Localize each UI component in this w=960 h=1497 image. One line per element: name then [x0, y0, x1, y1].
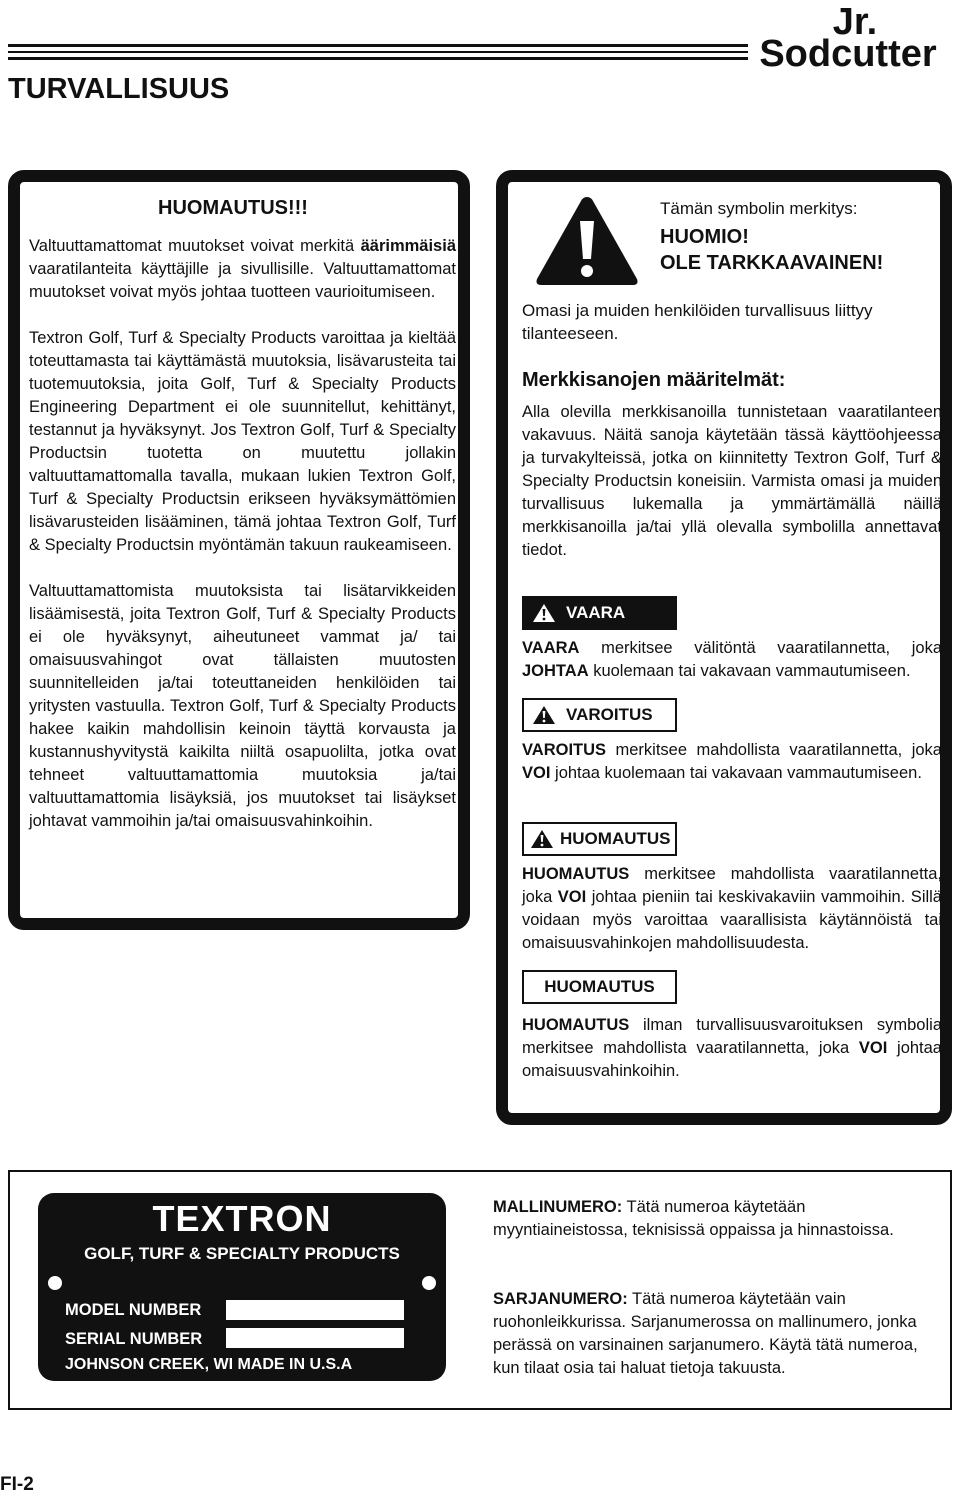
- serial-number-title: SARJANUMERO:: [493, 1290, 628, 1308]
- notice-emphasis: VOI: [858, 1039, 888, 1057]
- notice-text: [29, 235, 456, 833]
- signal-danger-text: VAARA: [566, 603, 626, 622]
- caution-definition: [522, 863, 942, 955]
- notice-paragraph-1: [29, 235, 456, 304]
- notice-title: HUOMAUTUS!!!: [158, 197, 308, 219]
- danger-text-end: kuolemaan tai vakavaan vammautumiseen.: [588, 662, 911, 680]
- signal-caution-text: HUOMAUTUS: [560, 829, 671, 848]
- warning-word: VAROITUS: [522, 741, 607, 759]
- plate-rivet-hole: [422, 1276, 436, 1290]
- warning-text-end: johtaa kuolemaan tai vakavaan vammautumiseen.: [550, 764, 922, 782]
- product-name-line1: Jr.: [832, 1, 878, 43]
- notice-text-start: ilman turvallisuusvaroituksen symbolia merkitsee mahdollista vaaratilannetta, joka: [522, 1016, 942, 1057]
- plate-subtitle: GOLF, TURF & SPECIALTY PRODUCTS: [84, 1244, 400, 1263]
- plate-model-label: MODEL NUMBER: [65, 1301, 202, 1319]
- serial-number-text: Tätä numeroa käytetään vain ruohonleikkurissa. Sarjanumerossa on mallinumero, jonka perässä on varsinainen sarjanumero. Käytä tätä numeroa, kun tilaat osia tai haluat tietoja takuusta.: [493, 1290, 918, 1377]
- header-rules: [8, 44, 748, 70]
- plate-model-field: [226, 1300, 404, 1320]
- signal-warning-label: [522, 698, 677, 732]
- symbol-word-alert: OLE TARKKAAVAINEN!: [660, 252, 884, 274]
- danger-alert-icon: [532, 603, 556, 623]
- signal-danger-label: [522, 596, 677, 630]
- symbol-word-attention: HUOMIO!: [660, 226, 749, 248]
- signal-caution-label: [522, 822, 677, 856]
- danger-emphasis: JOHTAA: [522, 662, 589, 680]
- serial-number-definition: [493, 1288, 933, 1380]
- plate-rivet-hole: [48, 1276, 62, 1290]
- signal-warning-text: VAROITUS: [566, 705, 653, 724]
- danger-word: VAARA: [522, 639, 580, 657]
- page-number: FI-2: [0, 1474, 34, 1495]
- definitions-title: Merkkisanojen määritelmät:: [522, 369, 786, 391]
- section-title: TURVALLISUUS: [8, 73, 230, 105]
- warning-definition: [522, 739, 942, 785]
- caution-emphasis: VOI: [557, 888, 587, 906]
- notice-word: HUOMAUTUS: [522, 1016, 630, 1034]
- notice-definition: [522, 1014, 942, 1083]
- safety-alert-icon: [534, 195, 640, 287]
- plate-serial-field: [226, 1328, 404, 1348]
- model-number-definition: [493, 1196, 933, 1242]
- danger-text-start: merkitsee välitöntä vaaratilannetta, joka: [579, 639, 942, 657]
- warning-alert-icon: [532, 705, 556, 725]
- notice-paragraph-3: Valtuuttamattomista muutoksista tai lisätarvikkeiden lisäämisestä, joita Textron Golf, Turf & Specialty Products ei ole hyväksynyt, aiheutuneet vammat ja/ tai omaisuusvahingot ovat tällaisten muutosten suunnitelleiden ja/tai toteuttaneiden henkilöiden tai yritysten vastuulla. Textron Golf, Turf & Specialty Products hakee kaikin mahdollisin keinoin täyttä korvausta ja kustannushyvitystä kaikilta niiltä osapuolilta, jotka ovat tehneet valtuuttamattomia muutoksia ja/tai valtuuttamattomia lisäyksiä, jos muutokset tai lisäykset johtavat vammoihin ja/tai omaisuusvahinkoihin.: [29, 582, 456, 830]
- danger-definition: [522, 637, 942, 683]
- signal-notice-text: HUOMAUTUS: [544, 977, 655, 996]
- model-number-text: Tätä numeroa käytetään myyntiaineistossa, teknisissä oppaissa ja hinnastoissa.: [493, 1198, 894, 1239]
- caution-text-start: merkitsee mahdollista vaaratilannetta, joka: [522, 865, 942, 906]
- plate-brand-logo: TEXTRON: [152, 1198, 332, 1239]
- definitions-text: Alla olevilla merkkisanoilla tunnistetaan vaaratilanteen vakavuus. Näitä sanoja käytetään tässä käyttöohjeessa ja turvakylteissä, jotka on kiinnitetty Textron Golf, Turf & Specialty Productsin koneisiin. Varmista omasi ja muiden turvallisuus lukemalla ja ymmärtämällä näillä merkkisanoilla ja/tai yllä olevalla symbolilla annettavat tiedot.: [522, 403, 942, 559]
- symbol-description: Omasi ja muiden henkilöiden turvallisuus liittyy tilanteeseen.: [522, 301, 873, 343]
- notice-p1-start: Valtuuttamattomat muutokset voivat merkitä: [29, 237, 361, 255]
- plate-serial-label: SERIAL NUMBER: [65, 1330, 203, 1348]
- model-number-title: MALLINUMERO:: [493, 1198, 623, 1216]
- plate-location: JOHNSON CREEK, WI MADE IN U.S.A: [65, 1356, 353, 1373]
- caution-alert-icon: [530, 829, 554, 849]
- caution-text-end: johtaa pieniin tai keskivakaviin vammoihin. Sillä voidaan myös varoittaa vaarallisista käytännöistä tai omaisuusvahinkojen mahdollisuudesta.: [522, 888, 942, 952]
- signal-notice-label: [522, 970, 677, 1004]
- caution-word: HUOMAUTUS: [522, 865, 630, 883]
- product-name-line2: Sodcutter: [759, 33, 937, 75]
- warning-text-start: merkitsee mahdollista vaaratilannetta, joka: [606, 741, 942, 759]
- notice-text-end: johtaa omaisuusvahinkoihin.: [522, 1039, 942, 1080]
- warning-emphasis: VOI: [522, 764, 551, 782]
- notice-paragraph-2: Textron Golf, Turf & Specialty Products varoittaa ja kieltää toteuttamasta tai käyttämästä muutoksia, lisävarusteita tai tuotemuutoksia, joita Golf, Turf & Specialty Products Engineering Department ei ole suunnitellut, kehittänyt, testannut ja hyväksynyt. Jos Textron Golf, Turf & Specialty Productsin tuotetta on muutettu jollakin valtuuttamattomalla tavalla, mukaan lukien Textron Golf, Turf & Specialty Productsin erikseen hyväksymättömien lisävarusteiden lisääminen, tämä johtaa Textron Golf, Turf & Specialty Productsin myöntämän takuun raukeamiseen.: [29, 329, 456, 554]
- notice-p1-emphasis: äärimmäisiä: [360, 237, 456, 255]
- notice-p1-end: vaaratilanteita käyttäjille ja sivullisille. Valtuuttamattomat muutokset voivat myös johtaa tuotteen vaurioitumiseen.: [29, 260, 456, 301]
- symbol-meaning-label: Tämän symbolin merkitys:: [660, 199, 858, 218]
